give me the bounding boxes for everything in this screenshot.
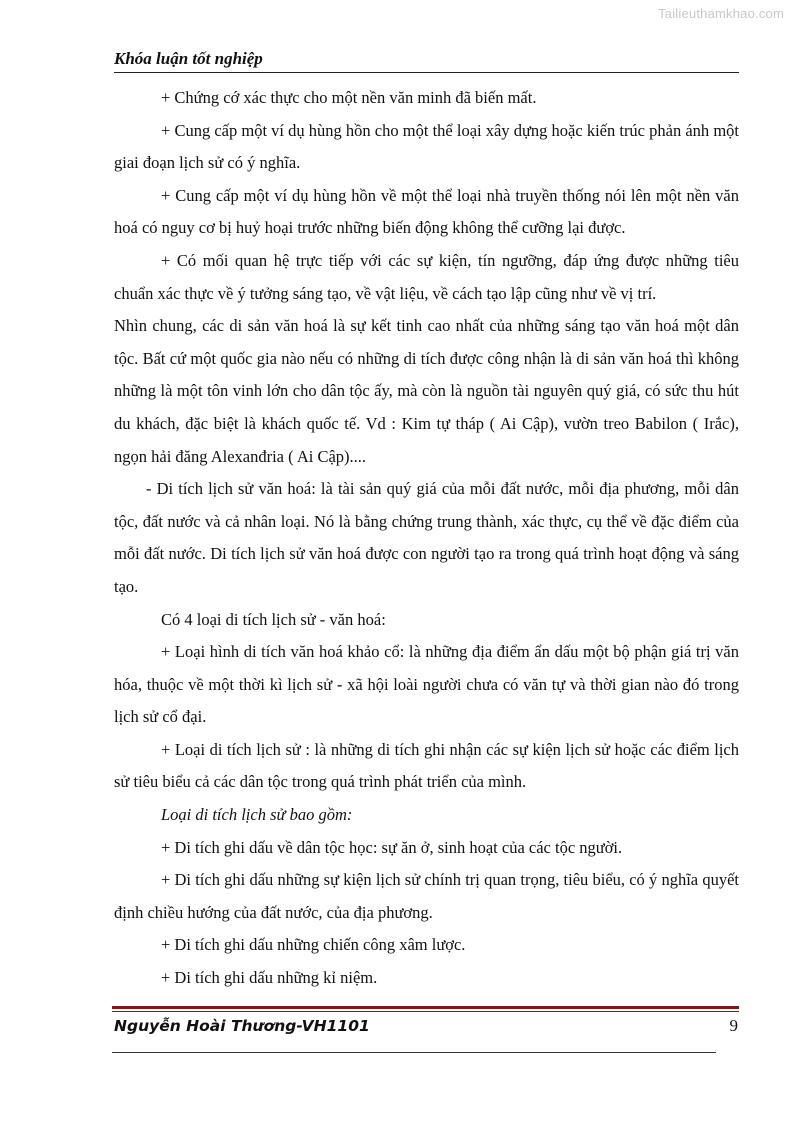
paragraph: + Di tích ghi dấu những chiến công xâm lược.: [161, 935, 466, 955]
paragraph: + Có mối quan hệ trực tiếp với các sự kiện, tín ngưỡng, đáp ứng được những tiêu chuẩn xác thực về ý tưởng sáng tạo, về vật liệu, về cách tạo lập cũng như về vị trí.: [114, 250, 739, 303]
header-divider: [114, 72, 739, 73]
paragraph: + Loại di tích lịch sử : là những di tích ghi nhận các sự kiện lịch sử hoặc các điểm lịch sử tiêu biểu cả các dân tộc trong quá trình phát triển của mình.: [114, 739, 739, 792]
paragraph: + Di tích ghi dấu những kỉ niệm.: [161, 968, 378, 988]
footer-divider-thin: [112, 1011, 739, 1012]
body-text: [114, 82, 739, 995]
paragraph: + Di tích ghi dấu về dân tộc học: sự ăn ở, sinh hoạt của các tộc người.: [161, 837, 623, 857]
paragraph: + Cung cấp một ví dụ hùng hồn về một thể loại nhà truyền thống nói lên một nền văn hoá có nguy cơ bị huỷ hoại trước những biến động không thể cưỡng lại được.: [114, 185, 739, 238]
paragraph: + Di tích ghi dấu những sự kiện lịch sử chính trị quan trọng, tiêu biểu, có ý nghĩa quyết định chiều hướng của đất nước, của địa phương.: [114, 870, 739, 922]
footer-bottom-divider: [112, 1052, 716, 1053]
paragraph: Nhìn chung, các di sản văn hoá là sự kết tinh cao nhất của những sáng tạo văn hoá một dân tộc. Bất cứ một quốc gia nào nếu có những di tích được công nhận là di sản văn hoá thì không những là một tôn vinh lớn cho dân tộc ấy, mà còn là nguồn tài nguyên quý giá, có sức thu hút du khách, đặc biệt là khách quốc tế. Vd : Kim tự tháp ( Ai Cập), vườn treo Babilon ( Irắc), ngọn hải đăng Alexanđria ( Ai Cập)....: [114, 316, 739, 466]
page-header-title: Khóa luận tốt nghiệp: [114, 49, 263, 68]
footer-author: Nguyễn Hoài Thương-VH1101: [114, 1017, 370, 1035]
paragraph: - Di tích lịch sử văn hoá: là tài sản quý giá của mỗi đất nước, mỗi địa phương, mỗi dân tộc, đất nước và cả nhân loại. Nó là bằng chứng trung thành, xác thực, cụ thể về đặc điểm của mỗi đất nước. Di tích lịch sử văn hoá được con người tạo ra trong quá trình hoạt động và sáng tạo.: [114, 479, 739, 596]
paragraph: Có 4 loại di tích lịch sử - văn hoá:: [161, 609, 386, 629]
watermark-text: Tailieuthamkhao.com: [658, 6, 784, 21]
footer-divider-thick: [112, 1006, 739, 1009]
paragraph: + Chứng cớ xác thực cho một nền văn minh đã biến mất.: [161, 88, 537, 107]
paragraph: + Cung cấp một ví dụ hùng hồn cho một thể loại xây dựng hoặc kiến trúc phản ánh một giai đoạn lịch sử có ý nghĩa.: [114, 120, 739, 173]
subheading: Loại di tích lịch sử bao gồm:: [161, 805, 353, 825]
paragraph: + Loại hình di tích văn hoá khảo cổ: là những địa điểm ẩn dấu một bộ phận giá trị văn hóa, thuộc về một thời kì lịch sử - xã hội loài người chưa có văn tự và thời gian nào đó trong lịch sử cổ đại.: [114, 642, 739, 727]
page-number: 9: [729, 1016, 738, 1035]
